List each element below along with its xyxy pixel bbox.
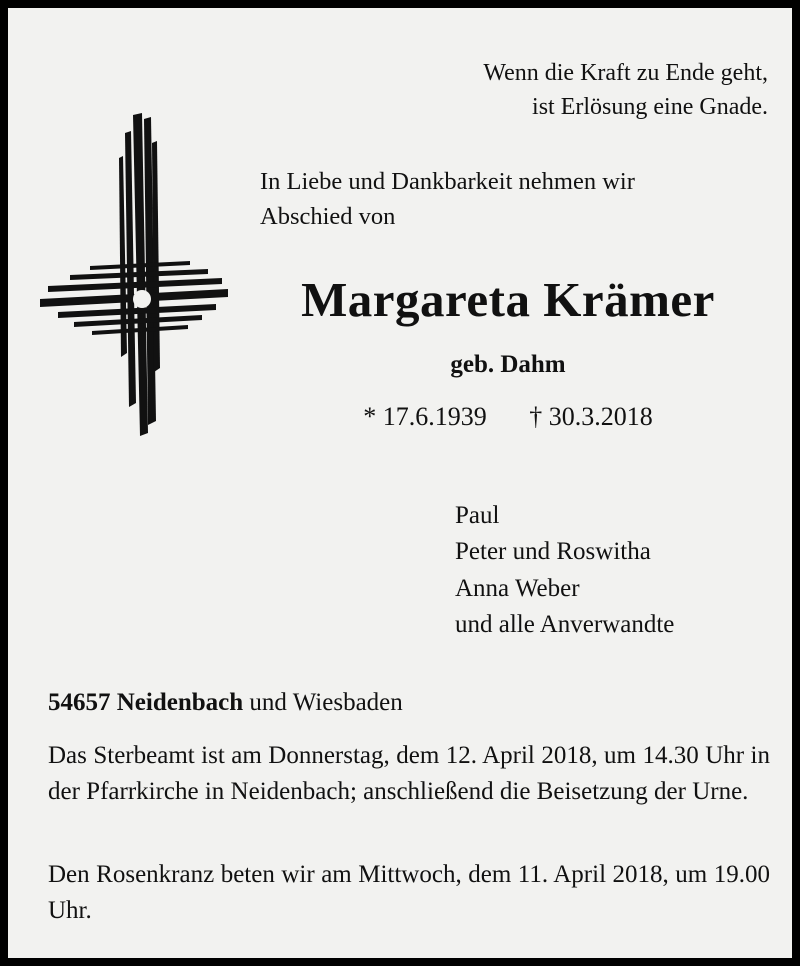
place-rest: und Wiesbaden bbox=[243, 689, 403, 716]
rosary-text: Den Rosenkranz beten wir am Mittwoch, dem 11. April 2018, um 19.00 Uhr. bbox=[48, 861, 770, 924]
death-date: † 30.3.2018 bbox=[529, 402, 653, 431]
survivors-list bbox=[455, 498, 775, 643]
list-item: Paul bbox=[455, 502, 500, 529]
list-item: Anna Weber bbox=[455, 574, 580, 602]
deceased-name: Margareta Krämer bbox=[301, 272, 715, 327]
verse-line-1: Wenn die Kraft zu Ende geht, bbox=[483, 60, 768, 86]
obituary-notice bbox=[8, 8, 792, 958]
intro-line-2: Abschied von bbox=[260, 202, 396, 230]
list-item: und alle Anverwandte bbox=[455, 610, 675, 638]
birth-date: * 17.6.1939 bbox=[363, 402, 487, 431]
verse-line-2: ist Erlösung eine Gnade. bbox=[532, 94, 768, 121]
place-postal-city: 54657 Neidenbach bbox=[48, 689, 244, 716]
rosary-paragraph bbox=[48, 857, 770, 929]
deceased-maiden-name: geb. Dahm bbox=[450, 351, 566, 378]
life-dates bbox=[238, 402, 778, 432]
intro-line-1: In Liebe und Dankbarkeit nehmen wir bbox=[260, 168, 635, 195]
service-details-text: Das Sterbeamt ist am Donnerstag, dem 12. April 2018, um 14.30 Uhr in der Pfarrkirche in Neidenbach; anschließend die Beisetzung der Urne. bbox=[48, 742, 770, 805]
place-line bbox=[48, 689, 768, 717]
cross-icon bbox=[30, 103, 230, 443]
list-item: Peter und Roswitha bbox=[455, 538, 651, 566]
service-details-paragraph bbox=[48, 738, 770, 810]
intro-text bbox=[260, 165, 770, 235]
verse bbox=[238, 56, 768, 124]
